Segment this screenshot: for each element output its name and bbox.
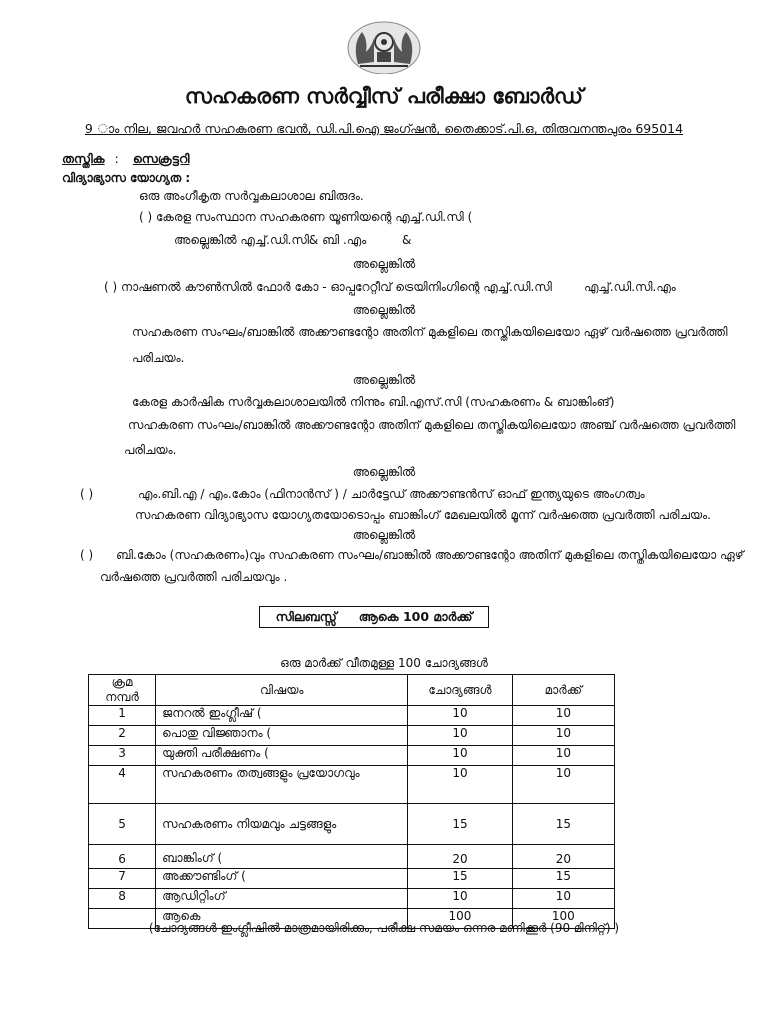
cell-subject: ജനറൽ ഇംഗ്ലീഷ് ( (156, 706, 408, 726)
cell-serial: 4 (89, 766, 156, 804)
table-row (89, 869, 615, 889)
cell-marks: 100 (512, 909, 614, 929)
cell-subject: യുക്തി പരീക്ഷണം ( (156, 746, 408, 766)
qualification-line-4b: എച്ച്.ഡി.സി.എം (584, 280, 676, 294)
cell-subject: സഹകരണം നിയമവും ചട്ടങ്ങളും (156, 804, 408, 845)
cell-serial: 3 (89, 746, 156, 766)
qualification-line-6: പരിചയം. (132, 351, 185, 365)
qualification-line-5: സഹകരണ സംഘം/ബാങ്കിൽ അക്കൗണ്ടന്റോ അതിന് മുകളിലെ തസ്തികയിലെയോ ഏഴ് വർഷത്തെ പ്രവർത്തി (132, 325, 728, 339)
qualification-line-4a: ( ) നാഷണൽ കൗൺസിൽ ഫോർ കോ - ഓപ്പറേറ്റീവ് ട്രെയിനിംഗിന്റെ എച്ച്.ഡി.സി (104, 280, 552, 294)
cell-marks: 10 (512, 726, 614, 746)
cell-questions: 10 (408, 746, 512, 766)
table-header-row (89, 675, 615, 706)
cell-marks: 10 (512, 889, 614, 909)
header-subject: വിഷയം (156, 675, 408, 706)
or-divider-3: അല്ലെങ്കിൽ (352, 373, 416, 387)
table-row (89, 845, 615, 869)
qualification-label: വിദ്യാഭ്യാസ യോഗ്യത : (62, 171, 191, 185)
table-row (89, 804, 615, 845)
cell-questions: 10 (408, 726, 512, 746)
footer-note: (ചോദ്യങ്ങൾ ഇംഗ്ലീഷിൽ മാത്രമായിരിക്കും, പരീക്ഷ സമയം ഒന്നര മണിക്കൂർ (90 മിനിറ്റ്) ) (148, 921, 620, 935)
cell-marks: 15 (512, 804, 614, 845)
qualification-line-13: വർഷത്തെ പ്രവർത്തി പരിചയവും . (100, 570, 288, 584)
cell-subject: ആഡിറ്റിംഗ് (156, 889, 408, 909)
or-divider-4: അല്ലെങ്കിൽ (352, 465, 416, 479)
cell-questions: 10 (408, 889, 512, 909)
or-divider-2: അല്ലെങ്കിൽ (352, 303, 416, 317)
marks-table (88, 674, 615, 929)
qualification-line-10b: എം.ബി.എ / എം.കോം (ഫിനാൻസ് ) / ചാർട്ടേഡ് അക്കൗണ്ടൻസ് ഓഫ് ഇന്ത്യയുടെ അംഗത്വം (138, 487, 645, 501)
qualification-line-3a: അല്ലെങ്കിൽ എച്ച്.ഡി.സി& ബി .എം (174, 233, 367, 247)
cell-marks: 10 (512, 746, 614, 766)
cell-questions: 15 (408, 804, 512, 845)
table-row (89, 706, 615, 726)
cell-serial: 1 (89, 706, 156, 726)
syllabus-label: സിലബസ്സ് (275, 609, 337, 624)
cell-marks: 15 (512, 869, 614, 889)
qualification-line-3b: & (402, 233, 412, 247)
qualification-line-12a: ( ) (80, 548, 94, 562)
header-questions: ചോദ്യങ്ങൾ (408, 675, 512, 706)
header-serial: ക്രമ നമ്പർ (89, 675, 156, 706)
qualification-line-11: സഹകരണ വിദ്യാഭ്യാസ യോഗ്യതയോടൊപ്പം ബാങ്കിംഗ് മേഖലയിൽ മൂന്ന് വർഷത്തെ പ്രവർത്തി പരിചയം. (135, 508, 711, 522)
cell-marks: 20 (512, 845, 614, 869)
cell-subject: പൊതു വിജ്ഞാനം ( (156, 726, 408, 746)
cell-questions: 10 (408, 706, 512, 726)
cell-questions: 10 (408, 766, 512, 804)
table-row (89, 726, 615, 746)
post-colon: : (114, 151, 119, 166)
table-row (89, 766, 615, 804)
board-title: സഹകരണ സർവ്വീസ് പരീക്ഷാ ബോർഡ് (184, 84, 584, 108)
cell-marks: 10 (512, 706, 614, 726)
cell-subject: അക്കൗണ്ടിംഗ് ( (156, 869, 408, 889)
header-marks: മാർക്ക് (512, 675, 614, 706)
qualification-line-9: പരിചയം. (124, 443, 177, 457)
post-value: സെക്രട്ടറി (132, 151, 190, 166)
cell-serial: 7 (89, 869, 156, 889)
syllabus-total: ആകെ 100 മാർക്ക് (358, 609, 473, 624)
state-emblem (344, 18, 424, 74)
cell-questions: 100 (408, 909, 512, 929)
cell-subject: സഹകരണം തത്വങ്ങളും പ്രയോഗവും (156, 766, 408, 804)
board-address: 9 ാം നില, ജവഹർ സഹകരണ ഭവൻ, ഡി.പി.ഐ ജംഗ്ഷൻ, തൈക്കാട്.പി.ഒ, തിരുവനന്തപുരം 695014 (84, 121, 684, 136)
qualification-line-8: സഹകരണ സംഘം/ബാങ്കിൽ അക്കൗണ്ടന്റോ അതിന് മുകളിലെ തസ്തികയിലെയോ അഞ്ച് വർഷത്തെ പ്രവർത്തി (128, 418, 736, 432)
post-row (62, 151, 189, 167)
syllabus-box (259, 606, 489, 628)
qualification-line-12b: ബി.കോം (സഹകരണം)വും സഹകരണ സംഘം/ബാങ്കിൽ അക്കൗണ്ടന്റോ അതിന് മുകളിലെ തസ്തികയിലെയോ ഏഴ് (116, 548, 744, 562)
post-label: തസ്തിക (62, 151, 105, 166)
cell-questions: 20 (408, 845, 512, 869)
table-row (89, 889, 615, 909)
cell-serial: 8 (89, 889, 156, 909)
cell-serial: 2 (89, 726, 156, 746)
cell-marks: 10 (512, 766, 614, 804)
cell-subject: ബാങ്കിംഗ് ( (156, 845, 408, 869)
cell-questions: 15 (408, 869, 512, 889)
qualification-line-7: കേരള കാർഷിക സർവ്വകലാശാലയിൽ നിന്നും ബി.എസ്.സി (സഹകരണം & ബാങ്കിംങ്) (132, 395, 615, 409)
cell-serial: 5 (89, 804, 156, 845)
qualification-line-1: ഒരു അംഗീകൃത സർവ്വകലാശാല ബിരുദം. (139, 189, 364, 203)
cell-subject: ആകെ (156, 909, 408, 929)
qualification-line-10a: ( ) (80, 487, 94, 501)
cell-serial: 6 (89, 845, 156, 869)
questions-note: ഒരു മാർക്ക് വീതമുള്ള 100 ചോദ്യങ്ങൾ (280, 656, 488, 670)
or-divider-5: അല്ലെങ്കിൽ (352, 528, 416, 542)
table-row (89, 746, 615, 766)
or-divider-1: അല്ലെങ്കിൽ (352, 257, 416, 271)
qualification-line-2: ( ) കേരള സംസ്ഥാന സഹകരണ യൂണിയന്റെ എച്ച്.ഡി.സി ( (139, 210, 473, 224)
